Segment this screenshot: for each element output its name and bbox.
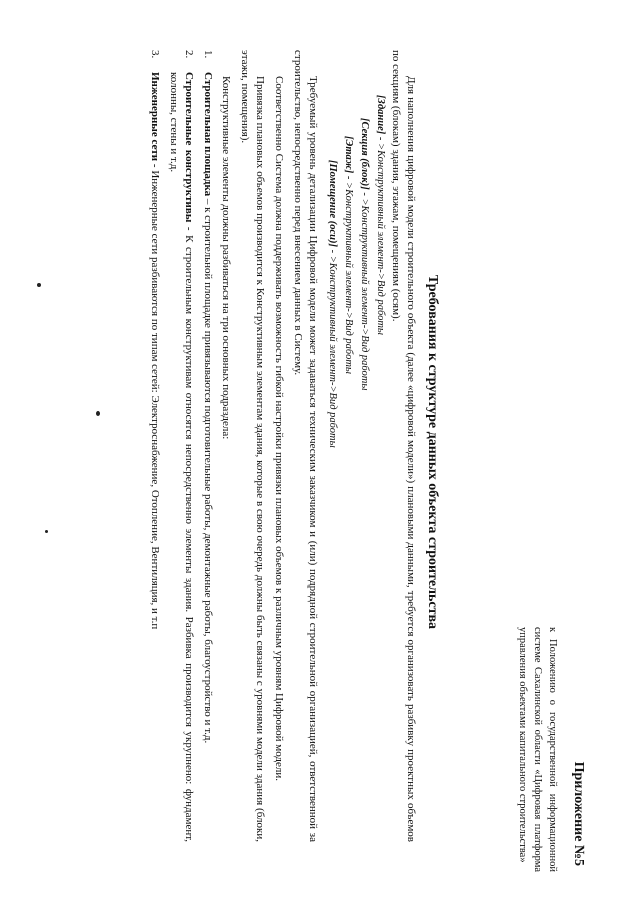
list-text <box>200 72 215 842</box>
list-description: – к строительной площадке привязываются подготовительные работы, демонтажные работы, благоустройство и т.д. <box>202 196 214 744</box>
list-term: Строительная площадка <box>202 72 214 197</box>
list-text <box>166 72 196 842</box>
paragraph-binding: Привязка плановых объемов производится к Конструктивным элементам здания, которые в свою очередь должны быть связаны с уровнями модели здания (блоки, этажи, помещения). <box>239 50 266 842</box>
list-description: - Инженерные сети разбиваются по типам сетей: Электроснабжение, Отопление, Вентиляция, и т.п <box>149 161 161 630</box>
document-title: Требования к структуре данных объекта строительства <box>425 274 440 630</box>
list-term: Строительные конструктивы <box>183 72 195 223</box>
list-number: 2. <box>183 50 195 59</box>
formula-rest: - >Конструктивный элемент->Вид работы <box>327 246 338 448</box>
document-body <box>143 50 418 842</box>
formula-building <box>372 50 388 842</box>
formula-floor <box>340 50 356 842</box>
formula-lead: [Секция (блок)] <box>359 118 370 190</box>
paragraph-sections: Конструктивные элементы должны разбиваться на три основных подраздела: <box>220 76 232 440</box>
formula-rest: - >Конструктивный элемент->Вид работы <box>343 173 354 375</box>
list-description: - К строительным конструктивам относятся непосредственно элементы здания. Разбивка производится укрупнено: фундамент, колонны, стены и т.д. <box>168 72 195 842</box>
list-text <box>147 72 162 842</box>
formula-room <box>324 50 340 842</box>
paragraph-intro: Для наполнения цифровой модели строительного объекта (далее «цифровой модели») плановыми данными, требуется организовать разбивку проектных объемов по секциям (блокам) здания, этажам, помещениям (осям). <box>390 50 417 842</box>
list-number: 1. <box>202 50 214 59</box>
list-item <box>200 50 215 842</box>
formula-lead: [Этаж] <box>343 136 354 174</box>
formula-rest: - >Конструктивный элемент->Вид работы <box>359 189 370 391</box>
rotated-sheet <box>40 22 600 882</box>
formula-lead: [Помещение (оси)] <box>327 160 338 247</box>
formula-rest: - >Конструктивный элемент->Вид работы <box>375 134 386 336</box>
list-number: 3. <box>149 50 161 59</box>
paragraph-detail: Требуемый уровень детализации Цифровой модели может задаваться техническим заказчиком и (или) подрядной строительной организацией, ответственной за строительство, непосредственно перед внесением данных в Систему. <box>292 50 319 842</box>
paragraph-system: Соответственно Система должна поддерживать возможность гибкой настройки привязки плановых объемов к различным уровням Цифровой модели. <box>273 76 285 782</box>
formula-lead: [Здание] <box>375 95 386 135</box>
list-item <box>166 50 196 842</box>
formula-section <box>356 50 372 842</box>
appendix-heading: Приложение №5 <box>571 761 586 866</box>
list-item <box>147 50 162 842</box>
appendix-subtitle: к Положению о государственной информационной системе Сахалинской области «Цифровая платформа управления объектами капитального строительства» <box>517 627 558 872</box>
list-term: Инженерные сети <box>149 72 161 162</box>
